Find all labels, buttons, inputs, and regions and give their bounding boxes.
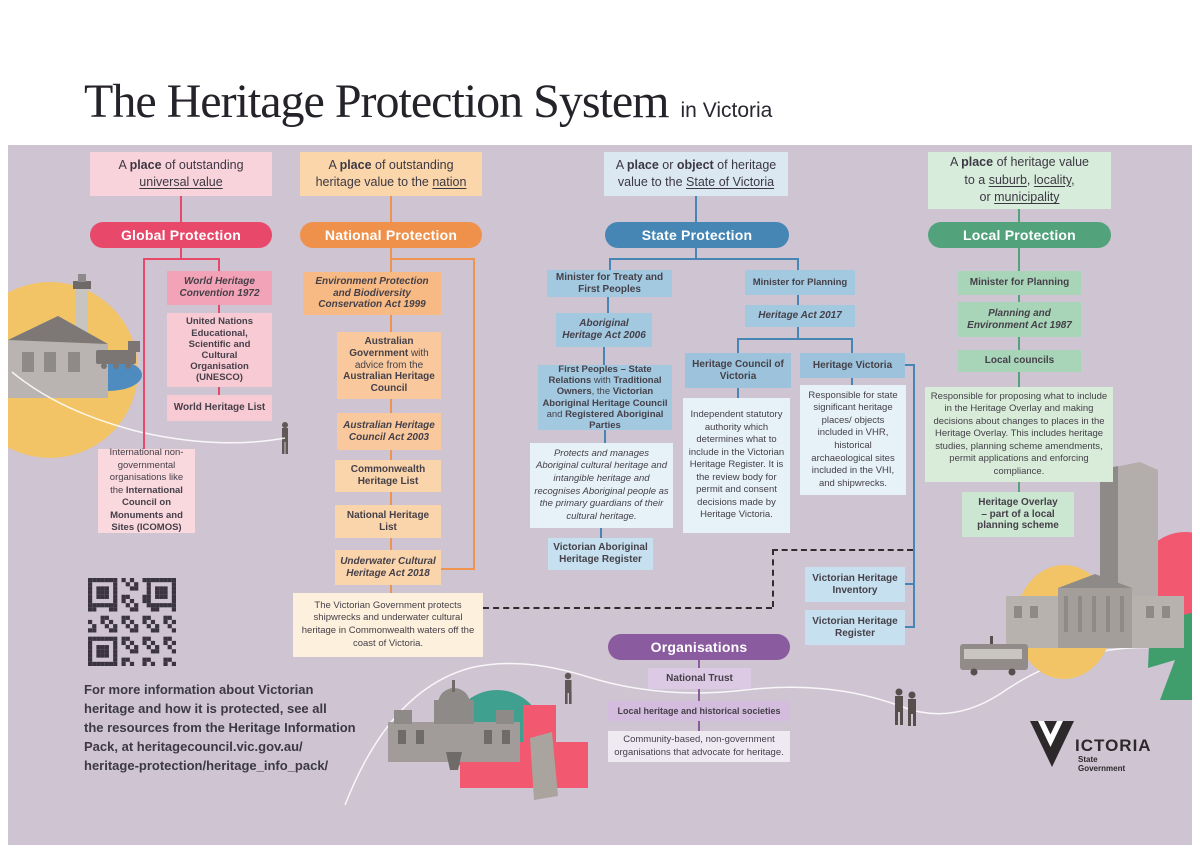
connector-line bbox=[390, 399, 392, 413]
connector-line bbox=[473, 258, 475, 570]
box-label: Aboriginal Heritage Act 2006 bbox=[562, 318, 646, 341]
box-heritage-act-2017 bbox=[745, 305, 855, 327]
box-heritage-overlay bbox=[962, 492, 1074, 537]
connector-line bbox=[905, 626, 915, 628]
box-organisations-note bbox=[608, 731, 790, 762]
box-national-heritage-list bbox=[335, 505, 441, 538]
box-victorian-heritage-register bbox=[805, 610, 905, 645]
box-label: The Victorian Government protects shipwrecks and underwater cultural heritage in Commonwealth waters off the coast of Victoria. bbox=[301, 599, 475, 649]
box-victorian-aboriginal-heritage-register bbox=[548, 538, 653, 570]
connector-line bbox=[180, 196, 182, 222]
logo-sub-line2: Government bbox=[1078, 764, 1126, 773]
connector-line bbox=[1018, 208, 1020, 222]
box-national-trust bbox=[648, 668, 751, 689]
box-label: Local heritage and historical societies bbox=[617, 705, 781, 716]
box-local-heritage-societies bbox=[608, 701, 790, 721]
connector-line bbox=[218, 387, 220, 395]
qr-code bbox=[88, 578, 176, 666]
connector-line bbox=[441, 568, 473, 570]
connector-line bbox=[390, 258, 475, 260]
box-label: Environment Protection and Biodiversity Conservation Act 1999 bbox=[315, 275, 429, 311]
connector-line bbox=[390, 538, 392, 550]
page-subtitle: in Victoria bbox=[680, 99, 773, 122]
local-top-statement bbox=[928, 152, 1111, 209]
connector-line bbox=[390, 585, 392, 593]
box-label: Protects and manages Aboriginal cultural heritage and intangible heritage and recognises Aboriginal people as the primary guardians of their cultural heritage. bbox=[534, 447, 669, 522]
box-label: Heritage Council of Victoria bbox=[692, 358, 784, 382]
national-top-text: A place of outstanding heritage value to the nation bbox=[315, 157, 467, 189]
organisations-header-label: Organisations bbox=[650, 639, 748, 655]
connector-line bbox=[1018, 295, 1020, 302]
dashed-connector-line bbox=[483, 607, 772, 609]
connector-line bbox=[737, 338, 853, 340]
connector-line bbox=[607, 297, 609, 313]
national-protection-header bbox=[300, 222, 482, 248]
national-header-label: National Protection bbox=[324, 227, 458, 243]
box-local-councils bbox=[958, 350, 1081, 372]
connector-line bbox=[218, 258, 220, 271]
connector-line bbox=[218, 305, 220, 313]
victoria-triangle-icon bbox=[1030, 721, 1074, 767]
connector-line bbox=[609, 258, 799, 260]
box-minister-treaty-first-peoples bbox=[547, 270, 672, 297]
box-label: National Heritage List bbox=[346, 509, 430, 533]
box-commonwealth-heritage-list bbox=[335, 460, 441, 492]
box-label: Minister for Treaty and First Peoples bbox=[555, 271, 664, 295]
connector-line bbox=[143, 258, 220, 260]
global-header-label: Global Protection bbox=[120, 227, 242, 243]
global-top-text: A place of outstanding universal value bbox=[118, 157, 244, 189]
connector-line bbox=[1018, 337, 1020, 350]
box-shipwrecks-note bbox=[293, 593, 483, 657]
box-label: Planning and Environment Act 1987 bbox=[967, 307, 1072, 331]
state-protection-header bbox=[605, 222, 789, 248]
dashed-connector-line bbox=[772, 549, 913, 551]
box-underwater-cultural-heritage-act bbox=[335, 550, 441, 585]
box-local-councils-note bbox=[925, 387, 1113, 482]
local-header-label: Local Protection bbox=[963, 227, 1076, 243]
box-minister-for-planning-state bbox=[745, 270, 855, 295]
connector-line bbox=[737, 338, 739, 353]
connector-line bbox=[604, 430, 606, 443]
local-top-text: A place of heritage value to a suburb, locality, or municipality bbox=[950, 155, 1089, 205]
page-title-row bbox=[84, 74, 772, 129]
state-top-text: A place or object of heritage value to the State of Victoria bbox=[615, 157, 777, 189]
connector-line bbox=[390, 315, 392, 332]
box-label: Underwater Cultural Heritage Act 2018 bbox=[340, 555, 436, 579]
box-label: United Nations Educational, Scientific and Cultural Organisation (UNESCO) bbox=[185, 316, 254, 384]
box-label: Victorian Heritage Inventory bbox=[812, 572, 898, 596]
connector-line bbox=[698, 689, 700, 701]
box-ahc-act bbox=[337, 413, 441, 450]
organisations-header bbox=[608, 634, 790, 660]
state-header-label: State Protection bbox=[641, 227, 753, 243]
box-label: Minister for Planning bbox=[752, 276, 848, 288]
info-text: For more information about Victorian heritage and how it is protected, see all the resources from the Heritage Information Pack, at heritagecouncil.vic.gov.au/ heritage-protection/heritage_info_pack/ bbox=[84, 682, 356, 773]
more-information-text bbox=[84, 680, 416, 775]
box-aboriginal-heritage-act bbox=[556, 313, 652, 347]
box-unesco bbox=[167, 313, 272, 387]
box-label: Heritage Act 2017 bbox=[758, 310, 842, 322]
connector-line bbox=[1018, 248, 1020, 271]
box-heritage-victoria-note bbox=[800, 385, 906, 495]
connector-line bbox=[609, 258, 611, 270]
box-victorian-heritage-inventory bbox=[805, 567, 905, 602]
global-top-statement bbox=[90, 152, 272, 196]
connector-line bbox=[143, 258, 145, 450]
dashed-connector-line bbox=[772, 549, 774, 607]
victoria-state-government-logo bbox=[1020, 715, 1200, 777]
box-label: First Peoples – State Relations with Traditional Owners, the Victorian Aboriginal Heritage Council and Registered Aboriginal Parties bbox=[542, 363, 668, 431]
connector-line bbox=[695, 196, 697, 222]
box-label: Minister for Planning bbox=[969, 277, 1070, 289]
box-label: International non-governmental organisations like the International Council on Monuments and Sites (ICOMOS) bbox=[109, 447, 184, 534]
connector-line bbox=[603, 347, 605, 365]
connector-line bbox=[797, 258, 799, 270]
local-protection-header bbox=[928, 222, 1111, 248]
box-label: Responsible for state significant heritage places/ objects included in VHR, historical archaeological sites included in the VHI, and shipwrecks. bbox=[808, 389, 898, 489]
connector-line bbox=[797, 295, 799, 305]
connector-line bbox=[390, 196, 392, 222]
box-australian-government bbox=[337, 332, 441, 399]
box-minister-for-planning-local bbox=[958, 271, 1081, 295]
connector-line bbox=[851, 378, 853, 385]
global-protection-header bbox=[90, 222, 272, 248]
connector-line bbox=[600, 528, 602, 538]
box-first-peoples-state-relations bbox=[538, 365, 672, 430]
connector-line bbox=[737, 388, 739, 398]
box-label: Victorian Aboriginal Heritage Register bbox=[553, 542, 648, 565]
logo-wordmark: ICTORIA bbox=[1075, 736, 1152, 755]
box-label: Heritage Victoria bbox=[812, 359, 893, 371]
box-label: Local councils bbox=[984, 355, 1055, 367]
box-icomos bbox=[98, 449, 195, 533]
box-label: National Trust bbox=[666, 672, 733, 684]
box-label: World Heritage Convention 1972 bbox=[179, 276, 260, 299]
box-planning-environment-act bbox=[958, 302, 1081, 337]
connector-line bbox=[698, 660, 700, 668]
connector-line bbox=[905, 583, 915, 585]
box-first-peoples-note bbox=[530, 443, 673, 528]
box-label: Victorian Heritage Register bbox=[812, 615, 898, 639]
box-label: Australian Government with advice from the Australian Heritage Council bbox=[343, 336, 435, 395]
box-label: World Heritage List bbox=[173, 402, 266, 414]
box-epbc-act bbox=[303, 272, 441, 315]
box-label: Responsible for proposing what to include in the Heritage Overlay and making decisions about changes to places in the Heritage Overlay. This includes heritage studies, planning scheme amendments, permit applications and enforcing compliance. bbox=[930, 390, 1108, 477]
national-top-statement bbox=[300, 152, 482, 196]
box-heritage-council-note bbox=[683, 398, 790, 533]
center-collage bbox=[388, 673, 588, 800]
box-world-heritage-convention bbox=[167, 271, 272, 305]
connector-line bbox=[1018, 482, 1020, 492]
box-label: Community-based, non-government organisations that advocate for heritage. bbox=[614, 733, 784, 758]
connector-line bbox=[390, 450, 392, 460]
connector-line bbox=[390, 492, 392, 505]
connector-line bbox=[698, 721, 700, 731]
box-heritage-victoria bbox=[800, 353, 905, 378]
connector-line bbox=[913, 364, 915, 628]
box-label: Heritage Overlay – part of a local planning scheme bbox=[977, 496, 1059, 532]
connector-line bbox=[851, 338, 853, 353]
box-world-heritage-list bbox=[167, 395, 272, 421]
connector-line bbox=[1018, 372, 1020, 387]
state-top-statement bbox=[604, 152, 788, 196]
person-cutout bbox=[565, 673, 572, 704]
logo-sub-line1: State bbox=[1078, 755, 1098, 764]
box-label: Commonwealth Heritage List bbox=[350, 464, 426, 487]
box-label: Australian Heritage Council Act 2003 bbox=[343, 419, 435, 443]
box-heritage-council-of-victoria bbox=[685, 353, 791, 388]
connector-line bbox=[390, 248, 392, 272]
page-title: The Heritage Protection System bbox=[84, 75, 669, 128]
box-label: Independent statutory authority which determines what to include in the Victorian Heritage Register. It is the review body for permit and consent decisions made by Heritage Victoria. bbox=[688, 409, 785, 521]
